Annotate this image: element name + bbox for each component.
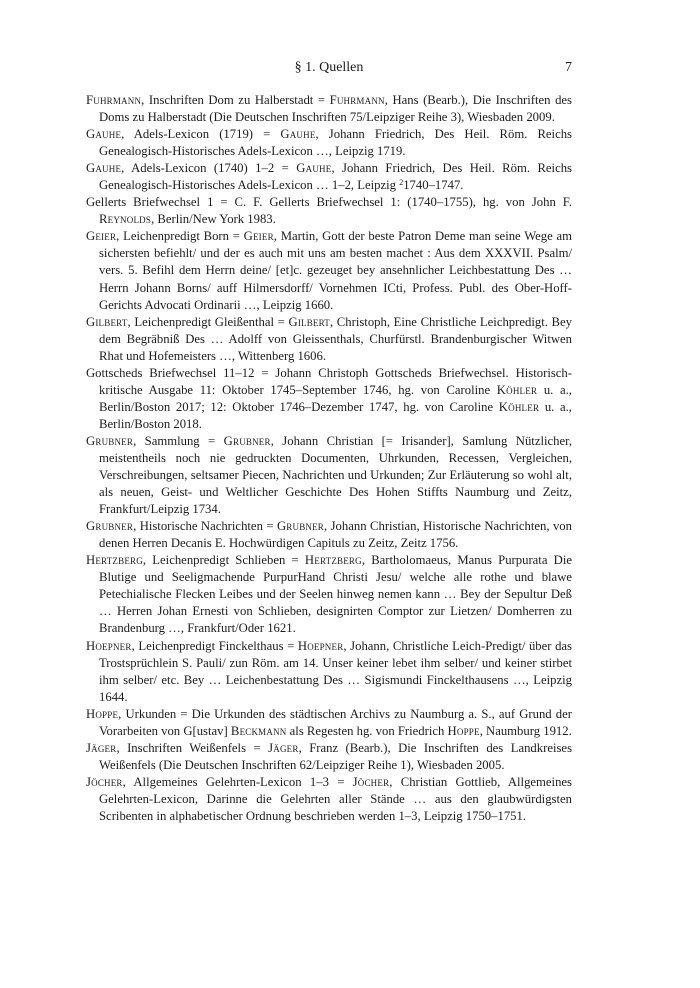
- author-name: Grubner: [86, 433, 134, 448]
- entry-text: , Urkunden = Die Urkunden des städtischen Archivs zu Naumburg a. S., auf Grund der Vorarbeiten von G[ustav]: [99, 706, 572, 738]
- entry-text: , Inschriften Dom zu Halberstadt =: [141, 93, 330, 107]
- author-name: Gilbert: [288, 314, 330, 329]
- author-name: Geier: [86, 229, 117, 244]
- author-name: Jöcher: [352, 774, 390, 789]
- bibliography-entry-grubner-nachrichten: [86, 518, 572, 552]
- author-name: Gauhe: [86, 161, 122, 176]
- author-name: Jöcher: [86, 774, 123, 789]
- bibliography-entry-gauhe-1740: [86, 160, 572, 194]
- bibliography-entry-joecher: [86, 774, 572, 825]
- author-name: Hoepner: [86, 638, 132, 653]
- author-name: Fuhrmann: [329, 93, 385, 107]
- author-name: Hoepner: [297, 638, 344, 653]
- entry-text: , Johann Christian [= Irisander], Samlung Nützlicher, meistentheils noch nie gedruckten Documenten, Uhrkunden, Recessen, Vergleichen, Verschreibungen, seltsamer Piecen, Nachrichten und Urkunden; Zur Erläuterung so wohl alt, als neuen, Geist- und Weltlicher Geschichte Des Hohen Stiffts Naumburg und Zeitz, Frankfurt/Leipzig 1734.: [99, 433, 572, 517]
- author-name: Hoppe: [86, 706, 119, 721]
- bibliography-entry-hoepner: [86, 638, 572, 706]
- entry-text: Gellerts Briefwechsel 1 = C. F. Gellerts Briefwechsel 1: (1740–1755), hg. von John F.: [86, 195, 572, 210]
- author-name: Köhler: [498, 399, 540, 414]
- author-name: Grubner: [276, 519, 325, 534]
- entry-text: , Leichenpredigt Gleißenthal =: [127, 314, 289, 329]
- entry-text: , Adels-Lexicon (1719) =: [121, 127, 281, 142]
- author-name: Fuhrmann: [86, 93, 142, 107]
- author-name: Hertzberg: [86, 553, 143, 568]
- entry-text: , Historische Nachrichten =: [133, 519, 277, 534]
- entry-text: , Christian Gottlieb, Allgemeines Gelehrten-Lexicon, Darinne die Gelehrten aller Stände … aus den glaubwürdigsten Scribenten in alphabetischer Ordnung beschrieben werden 1–3, Leipzig 1750–1751.: [99, 774, 572, 823]
- edition-superscript: 2: [399, 178, 404, 188]
- entry-text: , Berlin/New York 1983.: [151, 212, 276, 227]
- bibliography-entry-gellert: [86, 194, 572, 228]
- entry-text: , Naumburg 1912.: [479, 723, 572, 738]
- entry-text: , Christoph, Eine Christliche Leichpredigt. Bey dem Begräbniß Des … Adolff von Gleissenthals, Churfürstl. Brandenburgischer Witwen Rhat und Hofemeisters …, Wittenberg 1606.: [99, 314, 572, 363]
- entry-text: , Bartholomaeus, Manus Purpurata Die Blutige und Seeligmachende PurpurHand Christi Jesu/ welche alle rothe und blawe Petechialische Flecken Leibes und der Seelen hinweg nemen kann … Bey der Sepultur Deß … Herren Johan Ernesti von Schlieben, designirten Comptor zur Lietzen/ Domherren zu Brandenburg …, Frankfurt/Oder 1621.: [99, 553, 572, 636]
- author-name: Reynolds: [99, 212, 152, 227]
- entry-text: u. a., Berlin/Boston 2018.: [99, 399, 572, 431]
- entry-text: , Adels-Lexicon (1740) 1–2 =: [121, 161, 297, 176]
- author-name: Geier: [243, 229, 274, 244]
- author-name: Gauhe: [86, 127, 122, 142]
- author-name: Hertzberg: [304, 553, 362, 568]
- bibliography-entry-hertzberg: [86, 552, 572, 637]
- bibliography-entry-gottsched: [86, 365, 572, 433]
- author-name: Grubner: [223, 433, 271, 448]
- entry-text: , Johann Friedrich, Des Heil. Röm. Reichs Genealogisch-Historisches Adels-Lexicon … 1–2, Leipzig: [99, 161, 572, 193]
- author-name: Gauhe: [280, 127, 316, 142]
- author-name: Jäger: [86, 740, 117, 755]
- bibliography-entry-gilbert: [86, 314, 572, 365]
- entry-text: Gottscheds Briefwechsel 11–12 = Johann Christoph Gottscheds Briefwechsel. Historisch-kritische Ausgabe 11: Oktober 1745–September 1746, hg. von Caroline: [86, 365, 572, 397]
- page-number: 7: [565, 60, 572, 75]
- entry-text: , Johann Friedrich, Des Heil. Röm. Reichs Genealogisch-Historisches Adels-Lexicon …, Leipzig 1719.: [99, 127, 572, 159]
- entry-text: , Leichenpredigt Schlieben =: [142, 553, 305, 568]
- author-name: Grubner: [86, 519, 134, 534]
- author-name: Köhler: [496, 382, 538, 397]
- author-name: Hoppe: [447, 723, 480, 738]
- entry-text: , Leichenpredigt Born =: [116, 229, 244, 244]
- author-name: Gilbert: [86, 314, 128, 329]
- bibliography-entry-fuhrmann: [86, 92, 572, 126]
- entry-text: 1740–1747.: [403, 178, 464, 193]
- bibliography-entry-grubner-sammlung: [86, 433, 572, 518]
- bibliography-list: [86, 92, 572, 825]
- running-title: § 1. Quellen: [294, 60, 364, 75]
- entry-text: als Regesten hg. von Friedrich: [286, 723, 448, 738]
- entry-text: , Franz (Bearb.), Die Inschriften des Landkreises Weißenfels (Die Deutschen Inschriften 62/Leipziger Reihe 1), Wiesbaden 2005.: [99, 740, 573, 772]
- entry-text: , Inschriften Weißenfels =: [116, 740, 269, 755]
- entry-text: u. a., Berlin/Boston 2017; 12: Oktober 1746–Dezember 1747, hg. von Caroline: [99, 382, 572, 414]
- entry-text: , Allgemeines Gelehrten-Lexicon 1–3 =: [122, 774, 353, 789]
- bibliography-entry-hoppe: [86, 706, 572, 740]
- bibliography-entry-geier: [86, 228, 572, 313]
- bibliography-entry-gauhe-1719: [86, 126, 572, 160]
- entry-text: , Hans (Bearb.), Die Inschriften des Doms zu Halberstadt (Die Deutschen Inschriften 75/Leipziger Reihe 3), Wiesbaden 2009.: [99, 93, 572, 125]
- entry-text: , Martin, Gott der beste Patron Deme man seine Wege am sichersten befiehlt/ und der es auch mit uns am besten machet : Aus dem XXXVII. Psalm/ vers. 5. Befihl dem Herrn deine/ [et]c. gezeuget bey ansehnlicher Leichbestattung Des … Herrn Johann Borns/ auff Hilmersdorff/ Vornehmen ICti, Profess. Publ. des Ober-Hoff-Gerichts Advocati Ordinarii …, Leipzig 1660.: [99, 229, 572, 312]
- entry-text: , Johann, Christliche Leich-Predigt/ über das Trostsprüchlein S. Pauli/ zun Röm. am 14. Unser keiner lebet ihm selber/ und keiner stirbet ihm selber/ etc. Bey … Leichenbestattung Des … Sigismundi Finckelthausens …, Leipzig 1644.: [99, 638, 572, 704]
- author-name: Jäger: [268, 740, 299, 755]
- bibliography-entry-jaeger: [86, 740, 572, 774]
- author-name: Gauhe: [296, 161, 332, 176]
- entry-text: , Leichenpredigt Finckelthaus =: [131, 638, 298, 653]
- entry-text: , Sammlung =: [133, 433, 224, 448]
- author-name: Beckmann: [230, 723, 287, 738]
- entry-text: , Johann Christian, Historische Nachrichten, von denen Herren Decanis E. Hochwürdigen Capituls zu Zeitz, Zeitz 1756.: [99, 519, 572, 551]
- running-head: [86, 60, 572, 80]
